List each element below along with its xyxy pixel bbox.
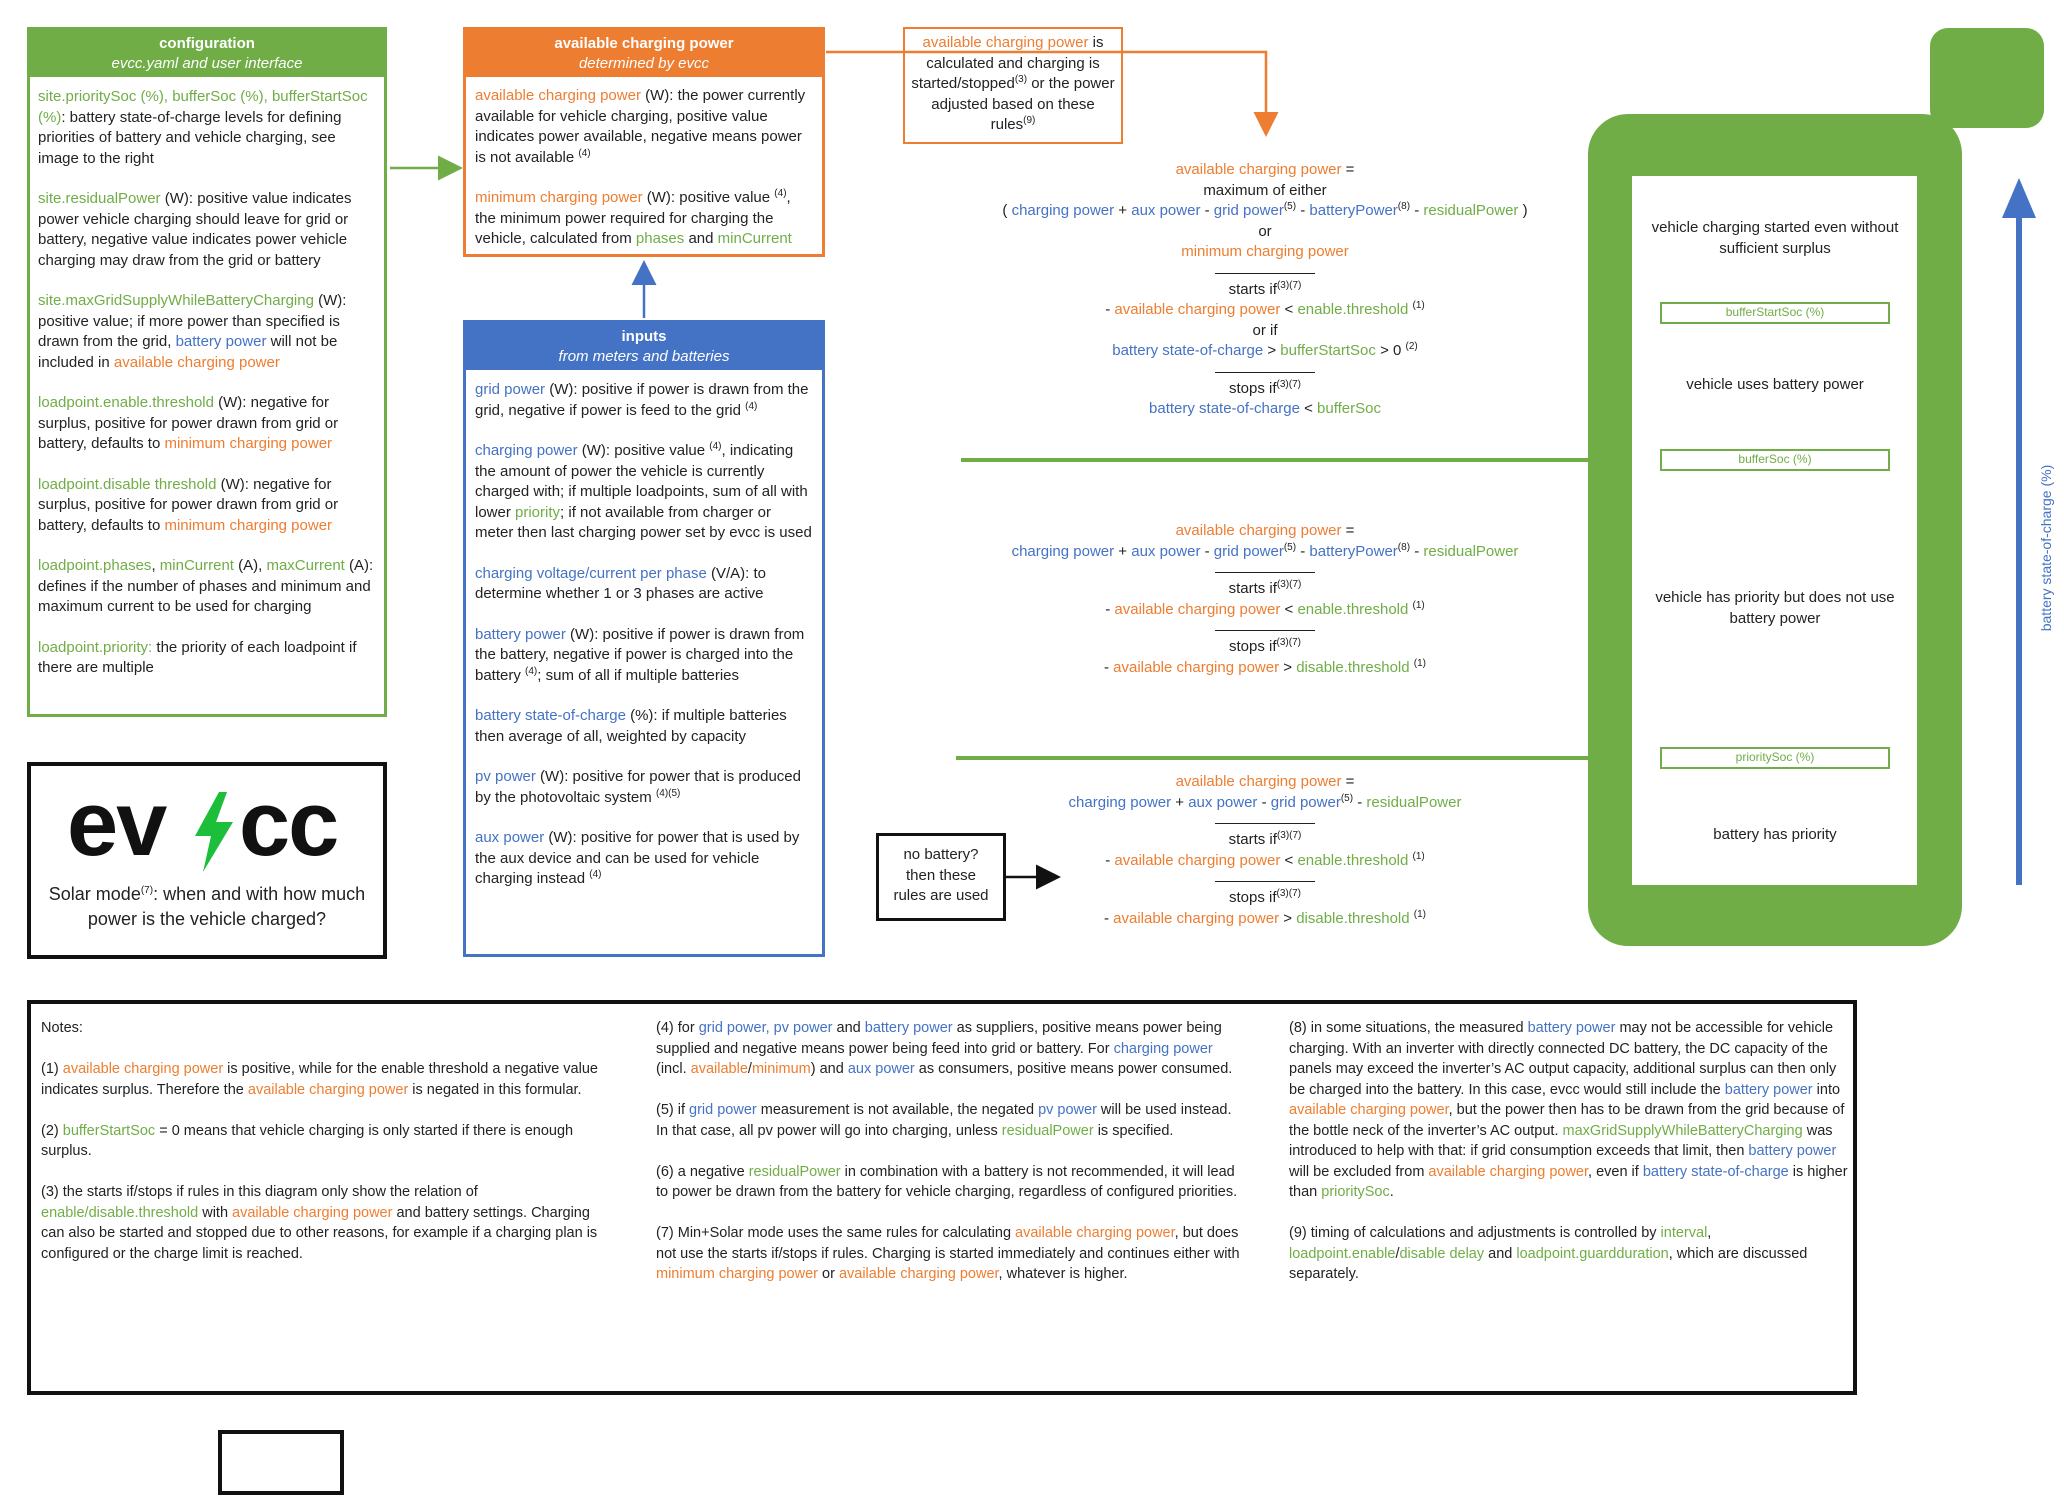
notes-box <box>27 1000 1857 1395</box>
rule-block-battery-high <box>965 160 1565 420</box>
note-9: (9) timing of calculations and adjustments is controlled by interval, loadpoint.enable/disable delay and loadpoint.guardduration, which are discussed separately. <box>1289 1225 1808 1282</box>
lightning-bolt-icon <box>189 792 237 872</box>
rule2-start-condition: - available charging power < enable.threshold $^{(1)}$ <box>1105 599 1425 618</box>
rule1-start-condition-1: - available charging power < enable.threshold $^{(1)}$ <box>1105 300 1425 318</box>
evcc-logo <box>67 773 357 875</box>
rule3-separator-2 <box>1215 881 1315 882</box>
soc-axis-arrowhead <box>2002 178 2036 218</box>
input-pv-power: pv power (W): positive for power that is produced by the photovoltaic system $^{(4)(5)}$ <box>475 768 801 806</box>
rule-block-battery-low <box>965 772 1565 929</box>
rule2-formula-title: available charging power = <box>1175 522 1355 539</box>
battery-zone-vehicle-priority: vehicle has priority but does not use battery power <box>1655 589 1895 627</box>
notes-column-2 <box>656 1018 1241 1305</box>
note-1: (1) available charging power is positive, while for the enable threshold a negative value indicates surplus. Therefore the available charging power is negated in this formular. <box>41 1061 598 1098</box>
rule1-start-condition-2: battery state-of-charge > bufferStartSoc > 0 $^{(2)}$ <box>1112 341 1418 359</box>
empty-box <box>218 1430 344 1495</box>
rule1-or: or <box>1258 222 1272 240</box>
rule3-stops: stops $if^{(3)(7)}$ <box>1229 888 1301 906</box>
rule1-separator-2 <box>1215 372 1315 373</box>
config-enable-threshold: loadpoint.enable.threshold (W): negative for surplus, positive for power drawn from grid or battery, defaults to minimum charging power <box>38 394 339 452</box>
available-power-title: available charging power <box>554 35 734 52</box>
rule-block-battery-mid <box>965 521 1565 678</box>
input-battery-soc: battery state-of-charge (%): if multiple batteries then average of all, weighted by capacity <box>475 707 787 745</box>
rule3-formula-title: available charging power = <box>1175 773 1355 790</box>
config-priority-soc: site.prioritySoc (%), bufferSoc (%), bufferStartSoc (%): battery state-of-charge levels for defining priorities of battery and vehicle charging, see image to the right <box>38 88 368 167</box>
notes-column-3 <box>1289 1018 1849 1305</box>
config-disable-threshold: loadpoint.disable threshold (W): negative for surplus, positive for power drawn from grid or battery, defaults to minimum charging power <box>38 475 339 534</box>
soc-axis-label: battery state-of-charge (%) <box>2038 464 2054 632</box>
rule2-formula: charging power + aux power - grid power$^{(5)}$ - batteryPower$^{(8)}$ - residualPower <box>1011 541 1519 560</box>
rule1-minimum: minimum charging power <box>1181 243 1349 260</box>
rule1-or-if: or if <box>1252 321 1278 339</box>
note-2: (2) bufferStartSoc = 0 means that vehicle charging is only started if there is enough surplus. <box>41 1122 574 1159</box>
inputs-subtitle: from meters and batteries <box>558 348 730 365</box>
rule1-stop-condition: battery state-of-charge < bufferSoc <box>1149 400 1381 417</box>
input-aux-power: aux power (W): positive for power that is used by the aux device and can be used for vehicle charging instead $^{(4)}$ <box>475 829 800 887</box>
inputs-title: inputs <box>621 328 667 345</box>
rule2-stop-condition: - available charging power > disable.threshold $^{(1)}$ <box>1103 657 1427 676</box>
available-power-desc: available charging power (W): the power currently available for vehicle charging, positive value indicates power available, negative means power is not available $^{(4)}$ <box>475 87 806 166</box>
notes-column-1 <box>41 1018 616 1285</box>
configuration-subtitle: evcc.yaml and user interface <box>111 55 303 72</box>
rule1-formula: ( charging power + aux power - grid power$^{(5)}$ - batteryPower$^{(8)}$ - residualPower ) <box>1002 201 1528 219</box>
minimum-power-desc: minimum charging power (W): positive value $^{(4)}$, the minimum power required for charging the vehicle, calculated from phases and minCurrent <box>475 188 792 247</box>
rule3-start-condition: - available charging power < enable.threshold $^{(1)}$ <box>1105 850 1425 869</box>
no-battery-box: no battery? then these rules are used <box>876 833 1006 921</box>
rule3-starts: starts $if^{(3)(7)}$ <box>1228 830 1302 848</box>
note-3: (3) the starts if/stops if rules in this diagram only show the relation of enable/disable.threshold with available charging power and battery settings. Charging can also be started and stopped due to other reasons, for example if a charging plan is configured or the charge limit is reached. <box>41 1184 598 1262</box>
battery-cap <box>1930 28 2044 128</box>
battery-zone-buffer: vehicle uses battery power <box>1686 376 1864 393</box>
calculation-note-box: available charging power is calculated and charging is started/stopped$^{(3)}$ or the power adjusted based on these rules$^{(9)}$ <box>903 27 1123 144</box>
rule3-separator-1 <box>1215 823 1315 824</box>
rule2-starts: starts $if^{(3)(7)}$ <box>1228 579 1302 597</box>
logo-caption: Solar mode$^{(7)}$: when and with how much power is the vehicle charged? <box>48 884 366 929</box>
rule3-stop-condition: - available charging power > disable.threshold $^{(1)}$ <box>1103 908 1427 927</box>
input-battery-power: battery power (W): positive if power is drawn from the battery, negative if power is charged into the battery $^{(4)}$; sum of all if multiple batteries <box>475 625 805 684</box>
battery-zone-top: vehicle charging started even without sufficient surplus <box>1651 219 1899 257</box>
note-6: (6) a negative residualPower in combination with a battery is not recommended, it will lead to power be drawn from the battery for vehicle charging, regardless of configured priorities. <box>656 1163 1238 1200</box>
notes-heading: Notes: <box>41 1020 83 1036</box>
logo-cc: cc <box>239 773 338 875</box>
priority-soc-label: prioritySoc (%) <box>1660 747 1890 769</box>
config-priority: loadpoint.priority: the priority of each loadpoint if there are multiple <box>38 638 357 676</box>
battery-zone-battery-priority: battery has priority <box>1713 826 1837 843</box>
buffer-start-soc-label: bufferStartSoc (%) <box>1660 302 1890 324</box>
rule1-starts: starts $if^{(3)(7)}$ <box>1228 279 1302 298</box>
rule3-formula: charging power + aux power - grid power$^{(5)}$ - residualPower <box>1068 792 1462 811</box>
rule1-separator-1 <box>1215 273 1315 274</box>
battery-interior <box>1632 176 1917 885</box>
input-voltage-current: charging voltage/current per phase (V/A): to determine whether 1 or 3 phases are active <box>475 564 766 602</box>
available-to-rules-arrow <box>826 52 1266 132</box>
logo-ev: ev <box>67 773 166 875</box>
note-8: (8) in some situations, the measured battery power may not be accessible for vehicle charging. With an inverter with directly connected DC battery, the DC capacity of the panels may exceed the inverter’s AC output capacity, additional surplus can then only be charged into the battery. In this case, evcc would still include the battery power into available charging power, but the power then has to be drawn from the grid because of the bottle neck of the inverter’s AC output. maxGridSupplyWhileBatteryCharging was introduced to help with that: if grid consumption exceeds that limit, then battery power will be excluded from available charging power, even if battery state-of-charge is higher than prioritySoc. <box>1289 1020 1848 1200</box>
available-power-subtitle: determined by evcc <box>578 55 710 72</box>
config-phases: loadpoint.phases, minCurrent (A), maxCurrent (A): defines if the number of phases and minimum and maximum current to be used for charging <box>38 557 374 615</box>
rule2-separator-2 <box>1215 630 1315 631</box>
rule1-formula-title: available charging power = <box>1175 161 1355 178</box>
rule1-maximum: maximum of either <box>1203 181 1327 199</box>
rule1-stops: stops $if^{(3)(7)}$ <box>1229 378 1301 397</box>
rule2-separator-1 <box>1215 572 1315 573</box>
note-7: (7) Min+Solar mode uses the same rules for calculating available charging power, but does not use the starts if/stops if rules. Charging is started immediately and continues either with minimum charging power or available charging power, whatever is higher. <box>656 1225 1240 1282</box>
note-5: (5) if grid power measurement is not available, the negated pv power will be used instead. In that case, all pv power will go into charging, unless residualPower is specified. <box>656 1102 1232 1139</box>
logo-box <box>27 762 387 959</box>
config-max-grid-supply: site.maxGridSupplyWhileBatteryCharging (W): positive value; if more power than specified is drawn from the grid, battery power will not be included in available charging power <box>38 292 347 371</box>
configuration-title: configuration <box>159 35 255 52</box>
input-grid-power: grid power (W): positive if power is drawn from the grid, negative if power is feed to the grid $^{(4)}$ <box>475 381 809 419</box>
rule2-stops: stops $if^{(3)(7)}$ <box>1229 637 1301 655</box>
note-4: (4) for grid power, pv power and battery power as suppliers, positive means power being supplied and negative means power being feed into grid or battery. For charging power (incl. available/minimum) and aux power as consumers, positive means power consumed. <box>656 1020 1233 1077</box>
input-charging-power: charging power (W): positive value $^{(4)}$, indicating the amount of power the vehicle is currently charged with; if multiple loadpoints, sum of all with lower priority; if not available from charger or meter then last charging power set by evcc is used <box>475 441 812 541</box>
buffer-soc-label: bufferSoc (%) <box>1660 449 1890 471</box>
config-residual-power: site.residualPower (W): positive value indicates power vehicle charging should leave for grid or battery, negative value indicates power vehicle charging may draw from the grid or battery <box>38 190 352 269</box>
